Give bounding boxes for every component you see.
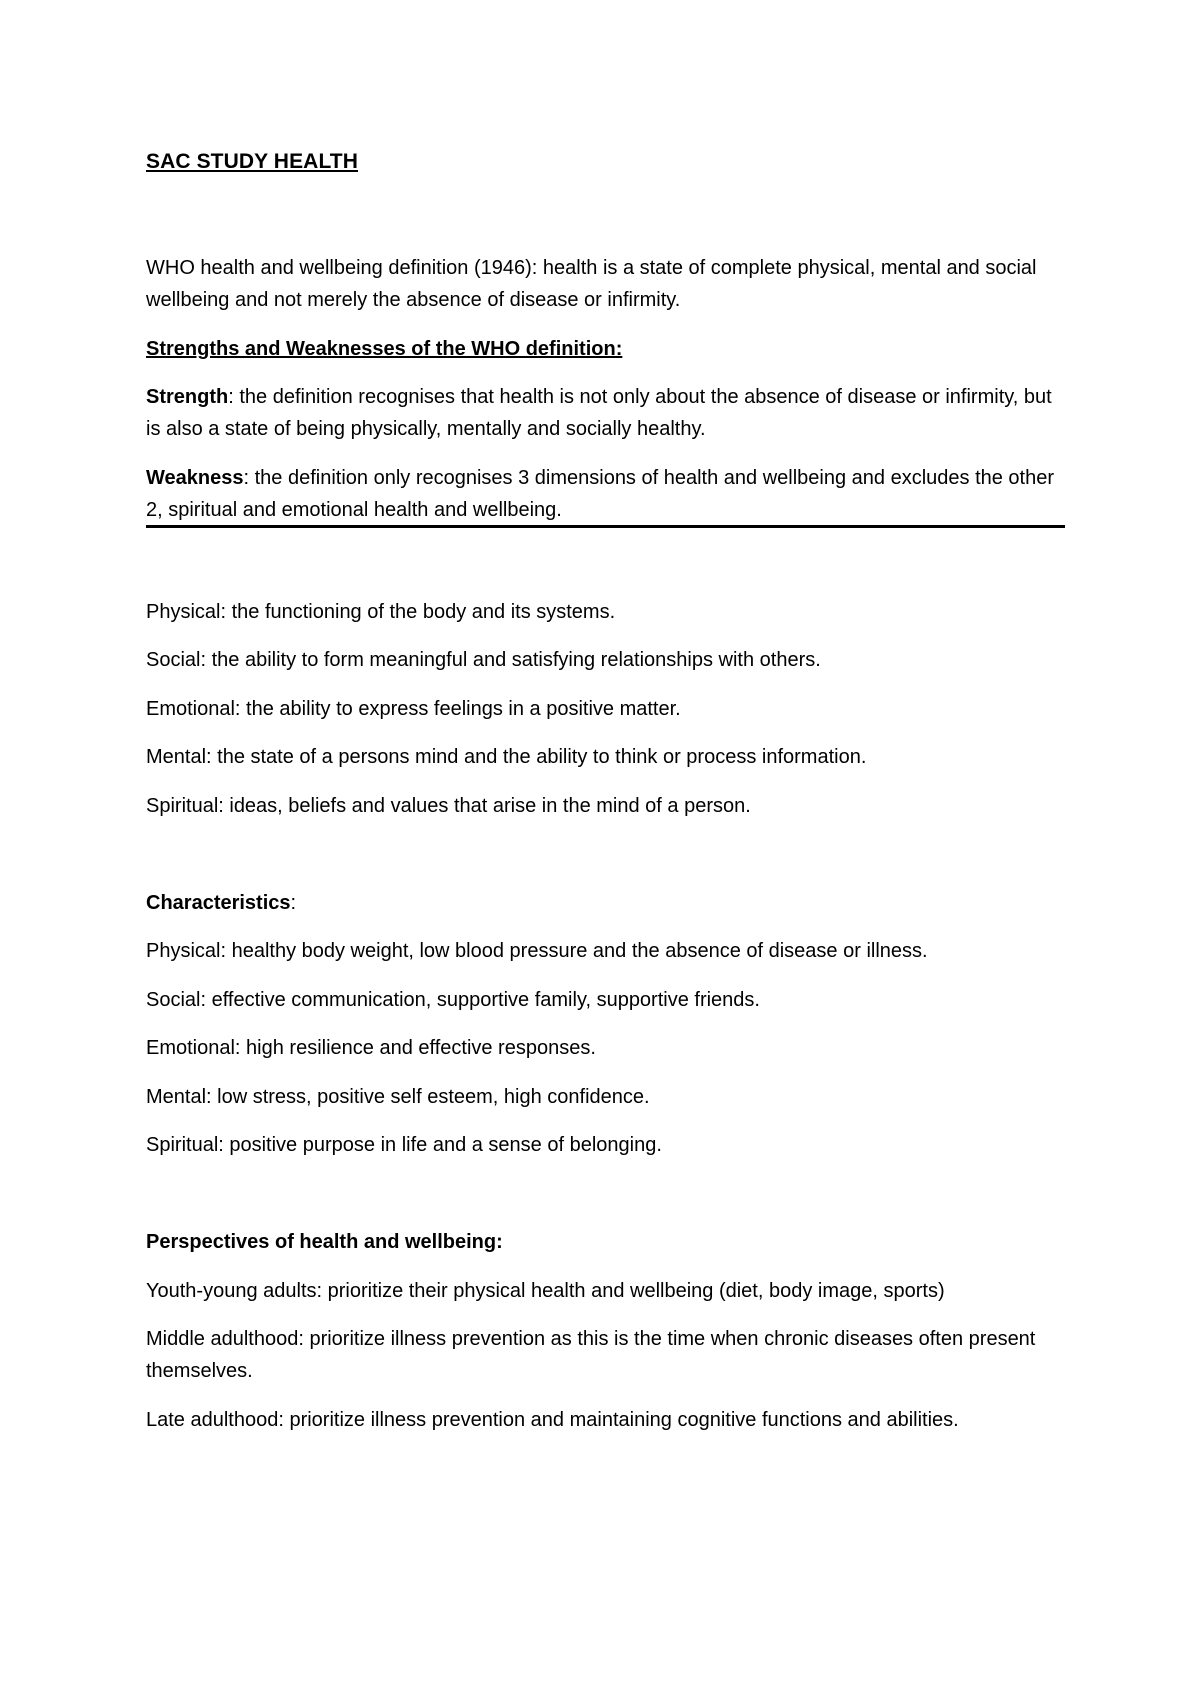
perspective-youth: Youth-young adults: prioritize their physical health and wellbeing (diet, body image, sports) xyxy=(146,1280,945,1302)
dimension-mental: Mental: the state of a persons mind and the ability to think or process information. xyxy=(146,746,867,768)
characteristic-mental: Mental: low stress, positive self esteem, high confidence. xyxy=(146,1086,650,1108)
characteristic-social: Social: effective communication, supportive family, supportive friends. xyxy=(146,989,760,1011)
characteristic-emotional: Emotional: high resilience and effective responses. xyxy=(146,1037,596,1059)
dimension-emotional: Emotional: the ability to express feelings in a positive matter. xyxy=(146,698,681,720)
characteristic-physical: Physical: healthy body weight, low blood pressure and the absence of disease or illness. xyxy=(146,940,928,962)
perspective-middle-adulthood: Middle adulthood: prioritize illness prevention as this is the time when chronic diseases often present themselves. xyxy=(146,1328,1036,1382)
perspectives-heading: Perspectives of health and wellbeing: xyxy=(146,1231,503,1253)
characteristic-spiritual: Spiritual: positive purpose in life and a sense of belonging. xyxy=(146,1134,662,1156)
who-definition: WHO health and wellbeing definition (1946): health is a state of complete physical, mental and social wellbeing and not merely the absence of disease or infirmity. xyxy=(146,257,1037,311)
characteristics-heading-suffix: : xyxy=(290,892,297,914)
strength-text: : the definition recognises that health is not only about the absence of disease or infirmity, but is also a state of being physically, mentally and socially healthy. xyxy=(146,386,1052,440)
perspective-late-adulthood: Late adulthood: prioritize illness prevention and maintaining cognitive functions and abilities. xyxy=(146,1409,959,1431)
dimension-physical: Physical: the functioning of the body and its systems. xyxy=(146,601,616,623)
dimension-social: Social: the ability to form meaningful and satisfying relationships with others. xyxy=(146,649,821,671)
horizontal-divider xyxy=(146,525,1065,528)
document-page xyxy=(146,0,1066,1696)
characteristics-heading xyxy=(146,887,296,919)
strength-paragraph xyxy=(146,381,1066,445)
dimension-spiritual: Spiritual: ideas, beliefs and values that arise in the mind of a person. xyxy=(146,795,751,817)
strength-label: Strength xyxy=(146,386,229,408)
characteristics-heading-text: Characteristics xyxy=(146,892,291,914)
weakness-text: : the definition only recognises 3 dimensions of health and wellbeing and excludes the other 2, spiritual and emotional health and wellbeing. xyxy=(146,467,1055,521)
strengths-weaknesses-heading: Strengths and Weaknesses of the WHO definition: xyxy=(146,338,623,360)
weakness-paragraph xyxy=(146,462,1066,526)
document-title: SAC STUDY HEALTH xyxy=(146,150,358,173)
weakness-label: Weakness xyxy=(146,467,244,489)
